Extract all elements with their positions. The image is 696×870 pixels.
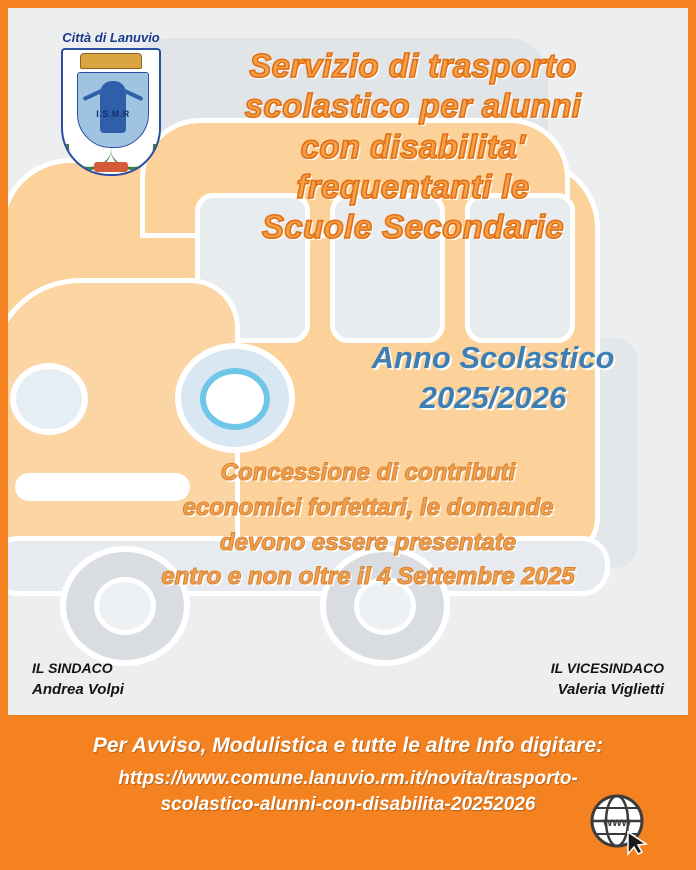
svg-text:www: www — [602, 815, 632, 829]
description-block — [63, 456, 673, 595]
crown-shape — [80, 53, 142, 69]
crest-ribbon — [94, 162, 128, 172]
description-line-3: devono essere presentate — [219, 528, 517, 556]
description-line-2: economici forfettari, le domande — [182, 493, 554, 521]
mayor-name: Andrea Volpi — [32, 680, 124, 698]
coat-of-arms-icon — [61, 48, 161, 176]
school-year-block — [308, 338, 678, 419]
title-line-1: Servizio di trasporto — [249, 47, 577, 84]
bus-headlight-inner — [200, 368, 270, 430]
page-title — [158, 46, 668, 247]
footer-band — [0, 722, 696, 870]
municipal-crest — [36, 30, 186, 176]
deputy-mayor-role: IL VICESINDACO — [550, 659, 664, 676]
signature-deputy-mayor — [551, 658, 664, 702]
title-line-3: con disabilita' — [300, 127, 526, 165]
globe-icon — [588, 792, 652, 856]
title-line-2: scolastico per alunni — [244, 87, 582, 125]
title-line-5: Scuole Secondarie — [261, 208, 565, 245]
poster-card — [8, 8, 688, 715]
bus-headlight-small — [10, 363, 88, 435]
deputy-mayor-name: Valeria Viglietti — [557, 680, 664, 698]
signature-mayor — [32, 658, 124, 702]
title-line-4: frequentanti le — [296, 167, 530, 205]
school-year-value: 2025/2026 — [419, 380, 567, 416]
description-line-1: Concessione di contributi — [220, 459, 516, 486]
school-year-label: Anno Scolastico — [371, 340, 615, 375]
mayor-role: IL SINDACO — [32, 659, 113, 676]
footer-heading: Per Avviso, Modulistica e tutte le altre Info digitare: — [92, 734, 604, 757]
shield-field — [77, 72, 149, 148]
city-label: Città di Lanuvio — [62, 30, 160, 45]
footer-url[interactable]: https://www.comune.lanuvio.rm.it/novita/trasporto-scolastico-alunni-con-disabilita-20252026 — [118, 768, 578, 815]
shield-text: I.S.M.R — [96, 109, 130, 119]
description-line-4: entro e non oltre il 4 Settembre 2025 — [161, 563, 575, 591]
